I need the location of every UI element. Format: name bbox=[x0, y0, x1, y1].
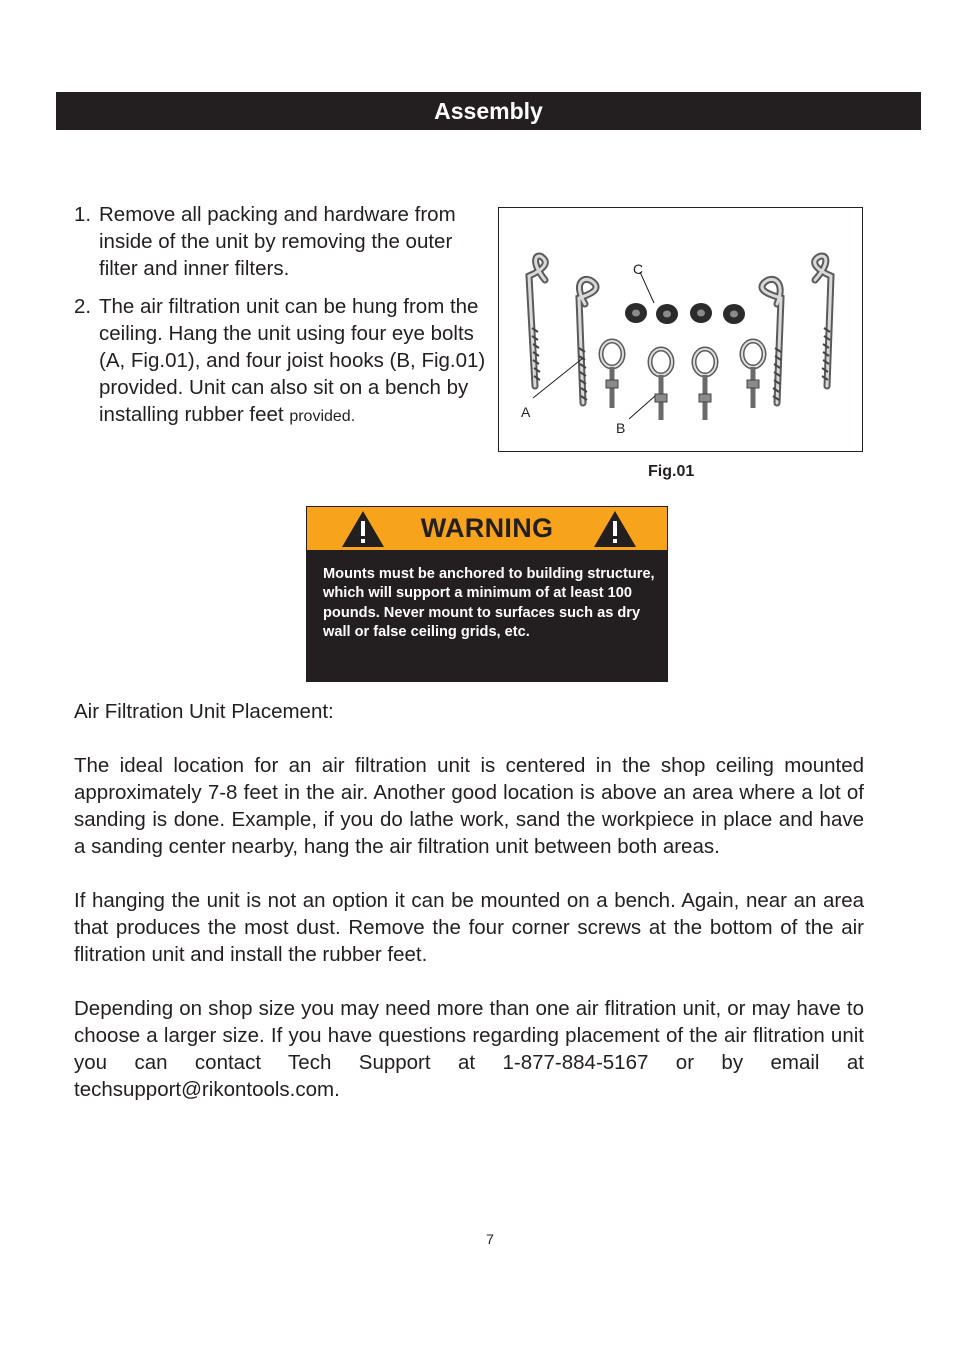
page-number: 7 bbox=[486, 1231, 494, 1247]
rubber-foot-icon bbox=[625, 303, 647, 323]
joist-hook-icon bbox=[815, 256, 831, 386]
figure-caption: Fig.01 bbox=[648, 463, 695, 480]
figure-label-c: C bbox=[633, 261, 644, 277]
rubber-foot-icon bbox=[656, 304, 678, 324]
assembly-steps bbox=[74, 201, 494, 441]
step-number: 1. bbox=[74, 203, 92, 226]
eye-bolt-icon bbox=[742, 341, 764, 408]
warning-triangle-icon bbox=[341, 510, 385, 548]
warning-text: Mounts must be anchored to building structure, which will support a minimum of at least 100 pounds. Never mount to surfaces such as dry wall or false ceiling grids, etc. bbox=[323, 566, 655, 640]
step-item bbox=[74, 293, 494, 430]
eye-bolt-icon bbox=[694, 349, 716, 420]
step-text: The air filtration unit can be hung from the ceiling. Hang the unit using four eye bolts (A, Fig.01), and four joist hooks (B, Fig.01) provided. Unit can also sit on a bench by installing rubber feet bbox=[99, 295, 486, 426]
eye-bolt-icon bbox=[650, 349, 672, 420]
joist-hook-icon bbox=[762, 279, 781, 403]
figure-label-b: B bbox=[616, 420, 626, 436]
step-item bbox=[74, 201, 494, 282]
eye-bolt-icon bbox=[601, 341, 623, 408]
joist-hook-icon bbox=[529, 256, 545, 386]
placement-paragraph: If hanging the unit is not an option it can be mounted on a bench. Again, near an area that produces the most dust. Remove the four corner screws at the bottom of the air flitration unit and install the rubber feet. bbox=[74, 889, 864, 966]
placement-heading: Air Filtration Unit Placement: bbox=[74, 700, 334, 723]
rubber-foot-icon bbox=[723, 304, 745, 324]
warning-title: WARNING bbox=[420, 513, 554, 543]
warning-triangle-icon bbox=[593, 510, 637, 548]
placement-paragraph: Depending on shop size you may need more than one air flitration unit, or may have to choose a larger size. If you have questions regarding placement of the air flitration unit you can contact Tech Support at 1-877-884-5167 or by email at techsupport@rikontools.com. bbox=[74, 997, 864, 1101]
placement-section bbox=[74, 698, 864, 1130]
section-title: Assembly bbox=[434, 97, 543, 124]
hardware-illustration bbox=[499, 208, 862, 451]
step-number: 2. bbox=[74, 295, 92, 318]
placement-paragraph: The ideal location for an air filtration unit is centered in the shop ceiling mounted approximately 7-8 feet in the air. Another good location is above an area where a lot of sanding is done. Example, if you do lathe work, sand the workpiece in place and have a sanding center nearby, hang the air filtration unit between both areas. bbox=[74, 754, 864, 858]
section-header bbox=[56, 92, 921, 130]
rubber-foot-icon bbox=[690, 303, 712, 323]
hardware-figure bbox=[498, 207, 863, 452]
step-text-suffix: provided. bbox=[289, 408, 356, 425]
figure-label-a: A bbox=[521, 404, 531, 420]
warning-box bbox=[306, 506, 668, 682]
joist-hook-icon bbox=[579, 279, 596, 403]
step-text: Remove all packing and hardware from inside of the unit by removing the outer filter and inner filters. bbox=[99, 203, 456, 280]
warning-header bbox=[307, 507, 667, 550]
